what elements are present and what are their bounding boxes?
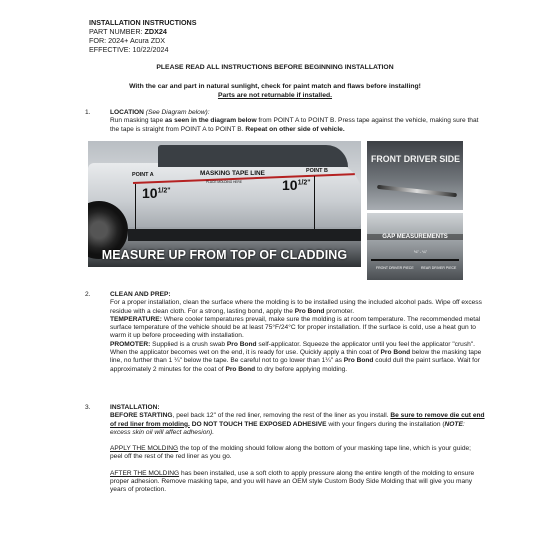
section-heading: LOCATION	[110, 109, 144, 116]
vehicle-line: FOR: 2024+ Acura ZDX	[89, 36, 166, 45]
after-molding-text: AFTER THE MOLDING has been installed, use a soft cloth to apply pressure along the entire length of the molding to ensure proper adhesion. Remove masking tape, and you will have an OEM style Custom Body Side Molding that will give you many years of protection.	[110, 469, 475, 494]
gap-molding-line	[371, 259, 459, 261]
read-all-notice: PLEASE READ ALL INSTRUCTIONS BEFORE BEGINNING INSTALLATION	[156, 64, 394, 71]
measure-banner: MEASURE UP FROM TOP OF CLADDING	[101, 248, 348, 262]
part-label: PART NUMBER:	[89, 27, 145, 36]
clean-text: For a proper installation, clean the surface where the molding is to be installed using the included alcohol pads. Wipe off excess residue with a clean cloth. For a strong, lasting bond, apply the Pro Bond promoter.	[110, 299, 482, 315]
part-number: ZDX24	[144, 27, 167, 36]
section-number: 1.	[85, 109, 91, 116]
car-window	[158, 145, 348, 167]
measure-left: $10^{1/2"}$	[142, 185, 171, 201]
before-starting-text: BEFORE STARTING, peel back 12" of the red liner, removing the rest of the liner as you install. Be sure to remove die cut end of red liner from molding. DO NOT TOUCH THE EXPOSED ADHESIVE with your fingers during the installation (NOTE: excess skin oil will affect adhesion).	[110, 412, 485, 436]
section-number: 3.	[85, 404, 91, 411]
section-heading: CLEAN AND PREP:	[110, 291, 171, 298]
measure-arrow-right	[314, 176, 315, 229]
section-body	[110, 109, 485, 134]
point-b-label: POINT B	[306, 168, 328, 174]
front-driver-side-title: FRONT DRIVER SIDE	[371, 154, 460, 164]
section-heading: INSTALLATION:	[110, 404, 160, 411]
molding-strip	[377, 185, 457, 197]
not-returnable-warning: Parts are not returnable if installed.	[217, 91, 333, 99]
document-header	[89, 18, 197, 54]
effective-date: EFFECTIVE: 10/22/2024	[89, 45, 169, 54]
sunlight-notice	[0, 83, 550, 100]
apply-molding-text: APPLY THE MOLDING the top of the molding should follow along the bottom of your masking tape line, which is your guide; peel off the rest of the red liner as you go.	[110, 445, 472, 461]
front-driver-side-photo	[367, 141, 463, 210]
gap-measurements-title: GAP MEASUREMENTS	[367, 234, 463, 240]
paint-match-warning: With the car and part in natural sunlight, check for paint match and flaws before installing!	[129, 83, 421, 90]
measure-right: $10^{1/2"}$	[282, 177, 311, 193]
gap-measurements-photo	[367, 213, 463, 280]
promoter-text: PROMOTER: Supplied is a crush swab Pro Bond self-applicator. Squeeze the applicator until you feel the applicator "crush". When the applicator becomes wet on the end, it is ready for use. Quickly apply a thin coat of Pro Bond below the masking tape line, no further than 1 ¼" below the tape. Be careful not to go lower than 1¼" as Pro Bond could dull the paint surface. Wait for approximately 2 minutes for the coat of Pro Bond to dry before applying molding.	[110, 340, 482, 373]
measurement-diagram	[88, 141, 361, 267]
rear-driver-piece-label: REAR DRIVER PIECE	[421, 266, 457, 270]
document-title: INSTALLATION INSTRUCTIONS	[89, 18, 197, 27]
cladding	[128, 229, 361, 241]
part-number-line	[89, 27, 197, 36]
section-number: 2.	[85, 291, 91, 298]
section-body	[110, 291, 485, 374]
masking-tape-label: MASKING TAPE LINE	[200, 170, 265, 177]
point-a-label: POINT A	[132, 172, 154, 178]
gap-value: ⅛" - ¼"	[414, 249, 428, 254]
measure-arrow-left	[135, 184, 136, 229]
location-text: Run masking tape as seen in the diagram below from POINT A to POINT B. Press tape against the vehicle, making sure that the tape is straight from POINT A to POINT B. Repeat on other side of vehicle.	[110, 117, 479, 133]
place-molding-label: PLACE MOLDING HERE	[206, 180, 242, 184]
front-driver-piece-label: FRONT DRIVER PIECE	[376, 266, 414, 270]
temperature-text: TEMPERATURE: Where cooler temperatures prevail, make sure the molding is at room temperature. The recommended metal surface temperature of the vehicle should be at least 75°F/24°C for proper installation. If the surface is cold, use a heat gun to warm it up before proceeding with installation.	[110, 315, 481, 340]
see-diagram: (See Diagram below):	[143, 109, 210, 116]
section-body	[110, 404, 485, 495]
